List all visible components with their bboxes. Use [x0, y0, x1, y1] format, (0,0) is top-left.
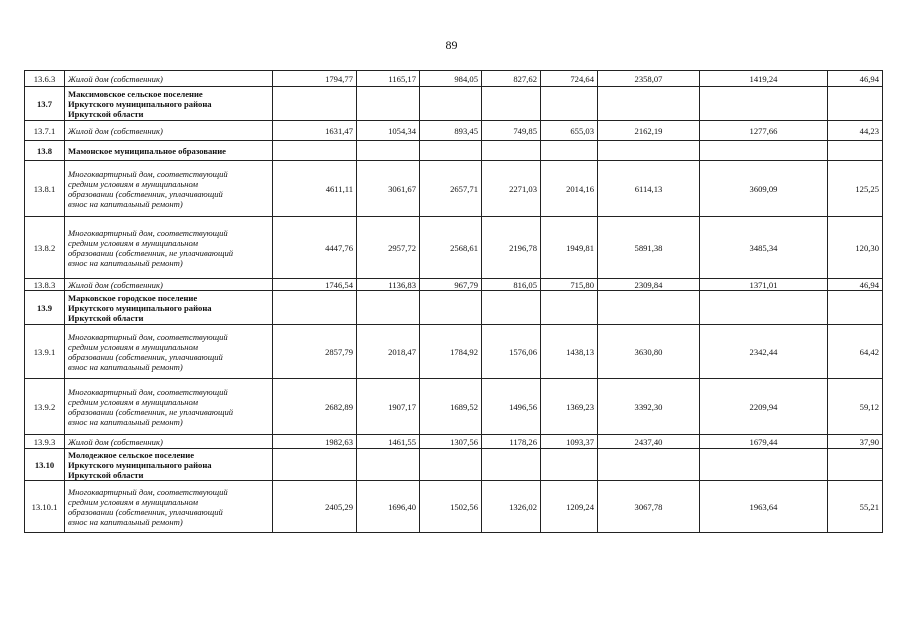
section-title-line: Иркутской области: [68, 108, 144, 119]
value-cell: 2857,79: [273, 325, 357, 379]
table-row: [25, 481, 883, 533]
section-title-line: Марковское городское поселение: [68, 292, 198, 303]
row-code: 13.6.3: [25, 71, 65, 87]
row-code: 13.8.1: [25, 161, 65, 217]
table-row: [25, 121, 883, 141]
value-cell: 2309,84: [598, 279, 700, 291]
value-cell: 1696,40: [357, 481, 420, 533]
value-cell: 5891,38: [598, 217, 700, 279]
value-cell: 2209,94: [700, 379, 828, 435]
value-cell: 1093,37: [541, 435, 598, 449]
row-code: 13.9.2: [25, 379, 65, 435]
empty-cell: [482, 449, 541, 481]
section-title: [65, 449, 273, 481]
empty-cell: [273, 141, 357, 161]
row-code: 13.9.1: [25, 325, 65, 379]
value-cell: 984,05: [420, 71, 482, 87]
value-cell: 893,45: [420, 121, 482, 141]
section-title-line: Иркутского муниципального района: [68, 302, 212, 313]
empty-cell: [598, 291, 700, 325]
description-line: Многоквартирный дом, соответствующий: [68, 486, 228, 497]
value-cell: 1369,23: [541, 379, 598, 435]
value-cell: 827,62: [482, 71, 541, 87]
value-cell: 3392,30: [598, 379, 700, 435]
value-cell: 1419,24: [700, 71, 828, 87]
empty-cell: [357, 291, 420, 325]
empty-cell: [357, 141, 420, 161]
description-line: образовании (собственник, не уплачивающий: [68, 247, 234, 258]
value-cell: 2437,40: [598, 435, 700, 449]
description-line: Многоквартирный дом, соответствующий: [68, 331, 228, 342]
row-code: 13.7.1: [25, 121, 65, 141]
section-title-line: Иркутской области: [68, 469, 144, 480]
empty-cell: [357, 449, 420, 481]
value-cell: 2162,19: [598, 121, 700, 141]
row-description: [65, 161, 273, 217]
value-cell: 125,25: [828, 161, 883, 217]
value-cell: 1496,56: [482, 379, 541, 435]
value-cell: 1907,17: [357, 379, 420, 435]
value-cell: 715,80: [541, 279, 598, 291]
value-cell: 724,64: [541, 71, 598, 87]
value-cell: 1371,01: [700, 279, 828, 291]
value-cell: 3485,34: [700, 217, 828, 279]
value-cell: 1438,13: [541, 325, 598, 379]
value-cell: 1461,55: [357, 435, 420, 449]
description-line: средним условиям в муниципальном: [68, 396, 198, 407]
section-row: [25, 291, 883, 325]
value-cell: 2358,07: [598, 71, 700, 87]
empty-cell: [828, 87, 883, 121]
value-cell: 3630,80: [598, 325, 700, 379]
value-cell: 1689,52: [420, 379, 482, 435]
value-cell: 1054,34: [357, 121, 420, 141]
table-row: [25, 279, 883, 291]
row-code: 13.10.1: [25, 481, 65, 533]
empty-cell: [273, 291, 357, 325]
table-row: [25, 161, 883, 217]
section-title-line: Иркутского муниципального района: [68, 459, 212, 470]
description-line: взнос на капитальный ремонт): [68, 198, 183, 209]
value-cell: 55,21: [828, 481, 883, 533]
section-title-line: Максимовское сельское поселение: [68, 88, 203, 99]
empty-cell: [541, 87, 598, 121]
empty-cell: [700, 449, 828, 481]
table-row: [25, 325, 883, 379]
value-cell: 967,79: [420, 279, 482, 291]
description-line: образовании (собственник, уплачивающий: [68, 351, 223, 362]
empty-cell: [420, 291, 482, 325]
value-cell: 1277,66: [700, 121, 828, 141]
value-cell: 1631,47: [273, 121, 357, 141]
empty-cell: [598, 87, 700, 121]
row-description: [65, 217, 273, 279]
tariff-table: [24, 70, 883, 533]
empty-cell: [482, 291, 541, 325]
row-description: Жилой дом (собственник): [65, 71, 273, 87]
value-cell: 2014,16: [541, 161, 598, 217]
empty-cell: [420, 141, 482, 161]
value-cell: 1326,02: [482, 481, 541, 533]
value-cell: 6114,13: [598, 161, 700, 217]
value-cell: 2682,89: [273, 379, 357, 435]
empty-cell: [482, 87, 541, 121]
value-cell: 3067,78: [598, 481, 700, 533]
description-line: Многоквартирный дом, соответствующий: [68, 168, 228, 179]
value-cell: 1165,17: [357, 71, 420, 87]
description-line: средним условиям в муниципальном: [68, 178, 198, 189]
section-title-line: Молодежное сельское поселение: [68, 449, 195, 460]
row-code: 13.7: [25, 87, 65, 121]
description-line: взнос на капитальный ремонт): [68, 516, 183, 527]
section-title-line: Мамонское муниципальное образование: [68, 145, 226, 156]
empty-cell: [541, 449, 598, 481]
value-cell: 2271,03: [482, 161, 541, 217]
row-description: Жилой дом (собственник): [65, 279, 273, 291]
empty-cell: [700, 141, 828, 161]
value-cell: 1679,44: [700, 435, 828, 449]
value-cell: 1746,54: [273, 279, 357, 291]
section-title-line: Иркутского муниципального района: [68, 98, 212, 109]
value-cell: 1963,64: [700, 481, 828, 533]
empty-cell: [828, 449, 883, 481]
section-title: [65, 87, 273, 121]
row-code: 13.9.3: [25, 435, 65, 449]
value-cell: 1209,24: [541, 481, 598, 533]
row-description: [65, 325, 273, 379]
value-cell: 749,85: [482, 121, 541, 141]
value-cell: 3061,67: [357, 161, 420, 217]
row-description: Жилой дом (собственник): [65, 435, 273, 449]
row-code: 13.8: [25, 141, 65, 161]
value-cell: 2342,44: [700, 325, 828, 379]
value-cell: 120,30: [828, 217, 883, 279]
value-cell: 1502,56: [420, 481, 482, 533]
section-row: [25, 87, 883, 121]
section-title-line: Иркутской области: [68, 312, 144, 323]
value-cell: 2196,78: [482, 217, 541, 279]
empty-cell: [273, 449, 357, 481]
empty-cell: [700, 291, 828, 325]
empty-cell: [420, 449, 482, 481]
description-line: образовании (собственник, уплачивающий: [68, 188, 223, 199]
table-row: [25, 71, 883, 87]
value-cell: 44,23: [828, 121, 883, 141]
row-code: 13.9: [25, 291, 65, 325]
section-row: [25, 449, 883, 481]
value-cell: 655,03: [541, 121, 598, 141]
row-code: 13.8.2: [25, 217, 65, 279]
value-cell: 2957,72: [357, 217, 420, 279]
value-cell: 4611,11: [273, 161, 357, 217]
value-cell: 1576,06: [482, 325, 541, 379]
description-line: Многоквартирный дом, соответствующий: [68, 227, 228, 238]
description-line: образовании (собственник, не уплачивающий: [68, 406, 234, 417]
value-cell: 2405,29: [273, 481, 357, 533]
table-row: [25, 379, 883, 435]
page-number: 89: [445, 38, 458, 52]
row-description: [65, 379, 273, 435]
description-line: Многоквартирный дом, соответствующий: [68, 386, 228, 397]
value-cell: 46,94: [828, 279, 883, 291]
value-cell: 1307,56: [420, 435, 482, 449]
value-cell: 4447,76: [273, 217, 357, 279]
empty-cell: [598, 141, 700, 161]
value-cell: 59,12: [828, 379, 883, 435]
value-cell: 2568,61: [420, 217, 482, 279]
value-cell: 1982,63: [273, 435, 357, 449]
row-description: Жилой дом (собственник): [65, 121, 273, 141]
value-cell: 1178,26: [482, 435, 541, 449]
empty-cell: [828, 141, 883, 161]
table-row: [25, 435, 883, 449]
section-title: [65, 291, 273, 325]
section-title: [65, 141, 273, 161]
table-row: [25, 217, 883, 279]
empty-cell: [420, 87, 482, 121]
empty-cell: [598, 449, 700, 481]
empty-cell: [828, 291, 883, 325]
table-body: [25, 71, 883, 533]
value-cell: 816,05: [482, 279, 541, 291]
section-row: [25, 141, 883, 161]
value-cell: 1949,81: [541, 217, 598, 279]
row-code: 13.10: [25, 449, 65, 481]
empty-cell: [700, 87, 828, 121]
value-cell: 64,42: [828, 325, 883, 379]
description-line: взнос на капитальный ремонт): [68, 361, 183, 372]
value-cell: 1794,77: [273, 71, 357, 87]
description-line: образовании (собственник, уплачивающий: [68, 506, 223, 517]
value-cell: 1136,83: [357, 279, 420, 291]
description-line: средним условиям в муниципальном: [68, 496, 198, 507]
value-cell: 3609,09: [700, 161, 828, 217]
description-line: взнос на капитальный ремонт): [68, 416, 183, 427]
description-line: взнос на капитальный ремонт): [68, 257, 183, 268]
description-line: средним условиям в муниципальном: [68, 237, 198, 248]
value-cell: 1784,92: [420, 325, 482, 379]
empty-cell: [273, 87, 357, 121]
description-line: средним условиям в муниципальном: [68, 341, 198, 352]
empty-cell: [357, 87, 420, 121]
empty-cell: [541, 291, 598, 325]
value-cell: 46,94: [828, 71, 883, 87]
value-cell: 2018,47: [357, 325, 420, 379]
empty-cell: [482, 141, 541, 161]
row-code: 13.8.3: [25, 279, 65, 291]
row-description: [65, 481, 273, 533]
value-cell: 2657,71: [420, 161, 482, 217]
value-cell: 37,90: [828, 435, 883, 449]
empty-cell: [541, 141, 598, 161]
